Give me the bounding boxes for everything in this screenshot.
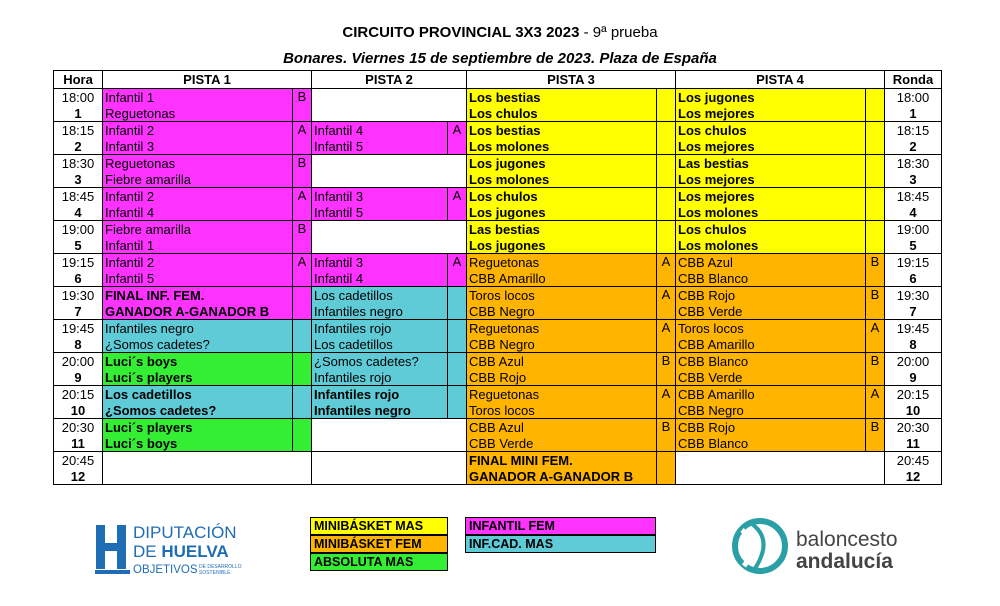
team-2-cell: Infantil 5 [103, 270, 293, 287]
group-cell [866, 89, 885, 122]
round-row-top [54, 353, 942, 370]
group-cell: A [448, 188, 467, 221]
team-2-cell: Los jugones [467, 237, 657, 254]
diputacion-line2a: DE [133, 542, 162, 561]
team-2-cell: Los chulos [467, 105, 657, 122]
diputacion-line3c: SOSTENIBLE [199, 570, 231, 576]
round-row-bottom [54, 204, 942, 221]
group-cell [866, 188, 885, 221]
team-2-cell: Los mejores [676, 171, 866, 188]
round-row-bottom [54, 435, 942, 452]
team-1-cell: Infantiles negro [103, 320, 293, 337]
team-2-cell: CBB Blanco [676, 270, 866, 287]
group-cell: A [657, 254, 676, 287]
group-cell: A [448, 254, 467, 287]
team-1-cell: Infantil 1 [103, 89, 293, 106]
team-2-cell: GANADOR A-GANADOR B [467, 468, 657, 485]
team-1-cell: Reguetonas [467, 254, 657, 271]
group-cell [657, 221, 676, 254]
round-number-cell: 9 [54, 369, 103, 386]
diputacion-line1: DIPUTACIÓN [133, 523, 237, 542]
team-1-cell: Reguetonas [103, 155, 293, 172]
time-cell: 19:15 [54, 254, 103, 271]
col-hora: Hora [54, 71, 103, 89]
team-1-cell: Infantiles rojo [312, 320, 448, 337]
group-cell [657, 188, 676, 221]
col-pista1: PISTA 1 [103, 71, 312, 89]
team-1-cell: Fiebre amarilla [103, 221, 293, 238]
category-legend [310, 517, 660, 571]
group-cell: B [866, 254, 885, 287]
team-1-cell: Toros locos [467, 287, 657, 304]
time-cell: 19:30 [54, 287, 103, 304]
ronda-time-cell: 20:30 [885, 419, 942, 436]
diputacion-logo-graphic [95, 517, 255, 577]
round-row-bottom [54, 336, 942, 353]
team-1-cell: Los mejores [676, 188, 866, 205]
page-subtitle: Bonares. Viernes 15 de septiembre de 2023. Plaza de España [283, 50, 717, 67]
ronda-number-cell: 5 [885, 237, 942, 254]
team-1-cell: Infantiles rojo [312, 386, 448, 403]
team-1-cell: Los jugones [467, 155, 657, 172]
group-cell [293, 287, 312, 320]
time-cell: 18:00 [54, 89, 103, 106]
team-1-cell: Los cadetillos [312, 287, 448, 304]
group-cell: B [657, 419, 676, 452]
team-1-cell: Los chulos [676, 221, 866, 238]
ronda-time-cell: 18:30 [885, 155, 942, 172]
team-2-cell: CBB Amarillo [676, 336, 866, 353]
round-number-cell: 12 [54, 468, 103, 485]
round-number-cell: 6 [54, 270, 103, 287]
team-2-cell: CBB Rojo [467, 369, 657, 386]
col-ronda: Ronda [885, 71, 942, 89]
time-cell: 20:15 [54, 386, 103, 403]
team-1-cell: Luci´s players [103, 419, 293, 436]
group-cell [657, 89, 676, 122]
empty-slot [312, 221, 467, 254]
schedule-body [54, 89, 942, 485]
empty-slot [103, 452, 312, 485]
group-cell [448, 386, 467, 419]
legend-item: ABSOLUTA MAS [310, 553, 448, 571]
team-2-cell: Luci´s boys [103, 435, 293, 452]
time-cell: 18:15 [54, 122, 103, 139]
schedule-table [53, 70, 942, 485]
time-cell: 19:45 [54, 320, 103, 337]
team-2-cell: Infantil 5 [312, 138, 448, 155]
group-cell: A [293, 188, 312, 221]
team-2-cell: Los molones [676, 237, 866, 254]
group-cell [657, 452, 676, 485]
group-cell: A [293, 122, 312, 155]
legend-item: MINIBÁSKET MAS [310, 517, 448, 535]
group-cell: A [866, 386, 885, 419]
round-row-top [54, 155, 942, 172]
empty-slot [312, 419, 467, 452]
team-2-cell: Infantiles negro [312, 303, 448, 320]
team-1-cell: Los bestias [467, 122, 657, 139]
team-1-cell: Las bestias [676, 155, 866, 172]
ronda-number-cell: 12 [885, 468, 942, 485]
ronda-number-cell: 10 [885, 402, 942, 419]
team-2-cell: CBB Negro [676, 402, 866, 419]
round-row-bottom [54, 402, 942, 419]
diputacion-line3b: DE DESARROLLO [199, 564, 242, 570]
team-2-cell: CBB Negro [467, 336, 657, 353]
team-1-cell: Infantil 3 [312, 188, 448, 205]
team-1-cell: Infantil 2 [103, 122, 293, 139]
diputacion-line3: OBJETIVOS [133, 564, 198, 576]
team-2-cell: CBB Amarillo [467, 270, 657, 287]
group-cell: A [866, 320, 885, 353]
team-1-cell: Infantil 4 [312, 122, 448, 139]
round-number-cell: 1 [54, 105, 103, 122]
team-2-cell: CBB Verde [467, 435, 657, 452]
round-row-bottom [54, 138, 942, 155]
title-suffix: - 9ª prueba [579, 24, 658, 41]
team-2-cell: CBB Verde [676, 369, 866, 386]
group-cell [657, 122, 676, 155]
empty-slot [312, 155, 467, 188]
group-cell: A [657, 287, 676, 320]
round-row-bottom [54, 237, 942, 254]
ronda-number-cell: 9 [885, 369, 942, 386]
ronda-time-cell: 19:15 [885, 254, 942, 271]
team-2-cell: Los jugones [467, 204, 657, 221]
team-1-cell: Infantil 2 [103, 188, 293, 205]
team-1-cell: Reguetonas [467, 386, 657, 403]
round-row-top [54, 287, 942, 304]
col-pista2: PISTA 2 [312, 71, 467, 89]
group-cell [293, 386, 312, 419]
svg-text:DE HUELVA [133, 542, 229, 561]
time-cell: 20:45 [54, 452, 103, 469]
team-2-cell: Infantil 1 [103, 237, 293, 254]
team-2-cell: Infantiles negro [312, 402, 448, 419]
time-cell: 18:30 [54, 155, 103, 172]
team-1-cell: Los chulos [676, 122, 866, 139]
team-1-cell: Los cadetillos [103, 386, 293, 403]
group-cell [657, 155, 676, 188]
round-row-top [54, 221, 942, 238]
legend-item: MINIBÁSKET FEM [310, 535, 448, 553]
team-2-cell: Infantil 4 [312, 270, 448, 287]
team-2-cell: Los molones [467, 171, 657, 188]
ronda-time-cell: 18:15 [885, 122, 942, 139]
team-2-cell: CBB Verde [676, 303, 866, 320]
ronda-time-cell: 19:30 [885, 287, 942, 304]
team-1-cell: CBB Blanco [676, 353, 866, 370]
empty-slot [676, 452, 885, 485]
diputacion-line2b: HUELVA [161, 542, 229, 561]
round-row-bottom [54, 369, 942, 386]
group-cell [866, 122, 885, 155]
team-2-cell: GANADOR A-GANADOR B [103, 303, 293, 320]
ronda-number-cell: 11 [885, 435, 942, 452]
team-2-cell: ¿Somos cadetes? [103, 336, 293, 353]
ronda-time-cell: 20:00 [885, 353, 942, 370]
round-row-top [54, 122, 942, 139]
round-row-top [54, 188, 942, 205]
team-2-cell: CBB Blanco [676, 435, 866, 452]
round-row-bottom [54, 171, 942, 188]
baloncesto-logo-graphic [730, 510, 930, 578]
title-main: CIRCUITO PROVINCIAL 3X3 2023 [342, 24, 580, 41]
round-row-top [54, 320, 942, 337]
team-1-cell: Infantil 3 [312, 254, 448, 271]
team-1-cell: FINAL MINI FEM. [467, 452, 657, 469]
ronda-number-cell: 8 [885, 336, 942, 353]
group-cell: B [293, 89, 312, 122]
ronda-time-cell: 19:45 [885, 320, 942, 337]
team-2-cell: Los cadetillos [312, 336, 448, 353]
group-cell [866, 221, 885, 254]
group-cell: A [657, 320, 676, 353]
team-2-cell: Infantiles rojo [312, 369, 448, 386]
group-cell: B [657, 353, 676, 386]
time-cell: 18:45 [54, 188, 103, 205]
group-cell [293, 320, 312, 353]
round-row-top [54, 254, 942, 271]
ronda-number-cell: 3 [885, 171, 942, 188]
team-1-cell: ¿Somos cadetes? [312, 353, 448, 370]
team-2-cell: Los mejores [676, 105, 866, 122]
team-1-cell: CBB Azul [467, 419, 657, 436]
group-cell: B [866, 353, 885, 386]
team-2-cell: Los molones [467, 138, 657, 155]
team-2-cell: ¿Somos cadetes? [103, 402, 293, 419]
round-row-bottom [54, 303, 942, 320]
time-cell: 19:00 [54, 221, 103, 238]
diputacion-huelva-logo [95, 517, 255, 577]
ronda-time-cell: 20:45 [885, 452, 942, 469]
header-row [54, 71, 942, 89]
round-row-top [54, 89, 942, 106]
team-2-cell: Toros locos [467, 402, 657, 419]
ronda-time-cell: 18:00 [885, 89, 942, 106]
ronda-time-cell: 18:45 [885, 188, 942, 205]
round-number-cell: 8 [54, 336, 103, 353]
ronda-number-cell: 6 [885, 270, 942, 287]
round-row-bottom [54, 105, 942, 122]
baloncesto-andalucia-logo [730, 510, 930, 578]
ronda-number-cell: 7 [885, 303, 942, 320]
empty-slot [312, 89, 467, 122]
team-2-cell: Infantil 4 [103, 204, 293, 221]
team-1-cell: Toros locos [676, 320, 866, 337]
team-1-cell: Luci´s boys [103, 353, 293, 370]
round-number-cell: 5 [54, 237, 103, 254]
col-pista4: PISTA 4 [676, 71, 885, 89]
group-cell [448, 287, 467, 320]
group-cell [448, 353, 467, 386]
round-number-cell: 11 [54, 435, 103, 452]
col-pista3: PISTA 3 [467, 71, 676, 89]
team-1-cell: Los bestias [467, 89, 657, 106]
round-row-bottom [54, 270, 942, 287]
team-1-cell: CBB Azul [467, 353, 657, 370]
round-row-top [54, 386, 942, 403]
team-1-cell: Los jugones [676, 89, 866, 106]
team-1-cell: Infantil 2 [103, 254, 293, 271]
team-2-cell: Los mejores [676, 138, 866, 155]
time-cell: 20:00 [54, 353, 103, 370]
group-cell: B [866, 419, 885, 452]
group-cell: A [448, 122, 467, 155]
team-2-cell: Fiebre amarilla [103, 171, 293, 188]
ronda-number-cell: 4 [885, 204, 942, 221]
team-2-cell: Infantil 3 [103, 138, 293, 155]
round-number-cell: 4 [54, 204, 103, 221]
group-cell: A [293, 254, 312, 287]
ronda-number-cell: 2 [885, 138, 942, 155]
team-1-cell: CBB Amarillo [676, 386, 866, 403]
group-cell: A [657, 386, 676, 419]
round-number-cell: 10 [54, 402, 103, 419]
empty-slot [312, 452, 467, 485]
page-title [0, 24, 1000, 41]
ronda-number-cell: 1 [885, 105, 942, 122]
ronda-time-cell: 19:00 [885, 221, 942, 238]
team-1-cell: Reguetonas [467, 320, 657, 337]
group-cell: B [866, 287, 885, 320]
team-2-cell: Luci´s players [103, 369, 293, 386]
ronda-time-cell: 20:15 [885, 386, 942, 403]
group-cell [293, 353, 312, 386]
baloncesto-line1: baloncesto [796, 528, 898, 551]
team-1-cell: CBB Rojo [676, 419, 866, 436]
team-1-cell: CBB Rojo [676, 287, 866, 304]
team-2-cell: CBB Negro [467, 303, 657, 320]
time-cell: 20:30 [54, 419, 103, 436]
team-1-cell: Los chulos [467, 188, 657, 205]
group-cell [448, 320, 467, 353]
team-1-cell: FINAL INF. FEM. [103, 287, 293, 304]
legend-item: INFANTIL FEM [465, 517, 656, 535]
legend-item: INF.CAD. MAS [465, 535, 656, 553]
round-row-top [54, 419, 942, 436]
round-number-cell: 2 [54, 138, 103, 155]
team-1-cell: CBB Azul [676, 254, 866, 271]
team-1-cell: Las bestias [467, 221, 657, 238]
group-cell: B [293, 155, 312, 188]
group-cell [866, 155, 885, 188]
team-2-cell: Infantil 5 [312, 204, 448, 221]
team-2-cell: Reguetonas [103, 105, 293, 122]
team-2-cell: Los molones [676, 204, 866, 221]
baloncesto-line2: andalucía [796, 550, 893, 573]
round-row-top [54, 452, 942, 469]
round-number-cell: 7 [54, 303, 103, 320]
group-cell: B [293, 221, 312, 254]
round-number-cell: 3 [54, 171, 103, 188]
group-cell [293, 419, 312, 452]
